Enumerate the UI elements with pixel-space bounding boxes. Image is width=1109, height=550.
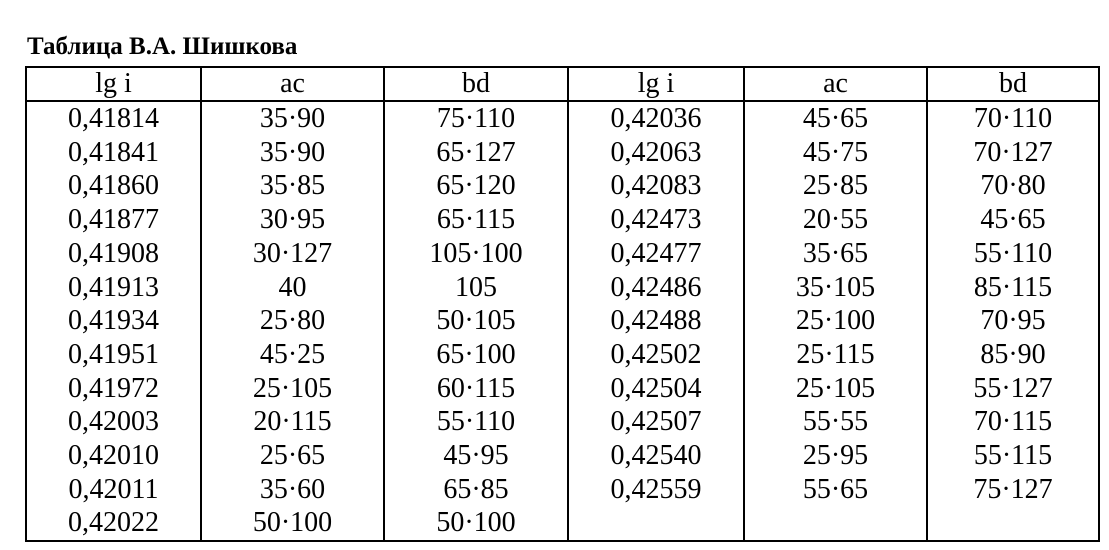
cell-lg-i: 0,41934 [26,304,201,338]
data-table [25,66,1100,542]
cell-lg-i: 0,42063 [568,136,744,170]
cell-bd: 70·95 [927,304,1099,338]
cell-bd: 70·127 [927,136,1099,170]
cell-ac: 25·80 [201,304,384,338]
cell-ac: 25·105 [744,372,927,406]
header-row [26,67,1099,101]
cell-bd: 105 [384,271,568,305]
cell-ac: 35·60 [201,473,384,507]
table-row [26,169,1099,203]
cell-bd: 85·115 [927,271,1099,305]
cell-empty [927,506,1099,541]
cell-empty [744,506,927,541]
header-bd-right: bd [927,67,1099,101]
cell-ac: 25·100 [744,304,927,338]
cell-lg-i: 0,42010 [26,439,201,473]
cell-ac: 55·55 [744,405,927,439]
table-row [26,405,1099,439]
cell-bd: 55·110 [384,405,568,439]
cell-ac: 35·105 [744,271,927,305]
table-row [26,136,1099,170]
header-ac-right: ac [744,67,927,101]
table-row [26,237,1099,271]
cell-bd: 75·127 [927,473,1099,507]
cell-bd: 70·110 [927,101,1099,136]
cell-bd: 45·95 [384,439,568,473]
cell-bd: 60·115 [384,372,568,406]
cell-ac: 25·95 [744,439,927,473]
cell-bd: 85·90 [927,338,1099,372]
cell-bd: 55·115 [927,439,1099,473]
table-body [26,101,1099,541]
table-row [26,372,1099,406]
cell-bd: 70·80 [927,169,1099,203]
cell-lg-i: 0,41877 [26,203,201,237]
cell-bd: 55·127 [927,372,1099,406]
cell-bd: 70·115 [927,405,1099,439]
cell-lg-i: 0,42083 [568,169,744,203]
cell-ac: 25·85 [744,169,927,203]
table-row [26,506,1099,541]
cell-bd: 50·105 [384,304,568,338]
cell-lg-i: 0,41913 [26,271,201,305]
cell-ac: 55·65 [744,473,927,507]
table-row [26,338,1099,372]
cell-bd: 50·100 [384,506,568,541]
cell-ac: 25·115 [744,338,927,372]
cell-lg-i: 0,41908 [26,237,201,271]
cell-bd: 45·65 [927,203,1099,237]
table-row [26,439,1099,473]
cell-lg-i: 0,41972 [26,372,201,406]
cell-lg-i: 0,42507 [568,405,744,439]
cell-lg-i: 0,41951 [26,338,201,372]
cell-lg-i: 0,42559 [568,473,744,507]
header-lg-i-left: lg i [26,67,201,101]
cell-lg-i: 0,41841 [26,136,201,170]
cell-ac: 35·90 [201,101,384,136]
cell-lg-i: 0,42022 [26,506,201,541]
header-ac-left: ac [201,67,384,101]
cell-lg-i: 0,41860 [26,169,201,203]
cell-bd: 105·100 [384,237,568,271]
cell-ac: 40 [201,271,384,305]
cell-lg-i: 0,42473 [568,203,744,237]
cell-ac: 30·127 [201,237,384,271]
table-row [26,271,1099,305]
cell-lg-i: 0,42502 [568,338,744,372]
header-bd-left: bd [384,67,568,101]
cell-empty [568,506,744,541]
cell-ac: 25·65 [201,439,384,473]
cell-lg-i: 0,42003 [26,405,201,439]
cell-lg-i: 0,42540 [568,439,744,473]
cell-bd: 55·110 [927,237,1099,271]
cell-lg-i: 0,42477 [568,237,744,271]
cell-ac: 20·55 [744,203,927,237]
cell-bd: 75·110 [384,101,568,136]
cell-lg-i: 0,42488 [568,304,744,338]
table-row [26,473,1099,507]
cell-ac: 45·25 [201,338,384,372]
cell-lg-i: 0,42504 [568,372,744,406]
cell-ac: 35·85 [201,169,384,203]
cell-bd: 65·127 [384,136,568,170]
table-row [26,203,1099,237]
cell-lg-i: 0,42011 [26,473,201,507]
cell-ac: 45·65 [744,101,927,136]
cell-ac: 35·65 [744,237,927,271]
cell-ac: 35·90 [201,136,384,170]
table-row [26,304,1099,338]
cell-ac: 45·75 [744,136,927,170]
cell-lg-i: 0,41814 [26,101,201,136]
cell-bd: 65·120 [384,169,568,203]
header-lg-i-right: lg i [568,67,744,101]
table-title: Таблица В.А. Шишкова [27,33,298,60]
cell-bd: 65·115 [384,203,568,237]
cell-ac: 30·95 [201,203,384,237]
table-row [26,101,1099,136]
cell-ac: 50·100 [201,506,384,541]
cell-bd: 65·85 [384,473,568,507]
cell-ac: 25·105 [201,372,384,406]
cell-bd: 65·100 [384,338,568,372]
cell-lg-i: 0,42036 [568,101,744,136]
cell-ac: 20·115 [201,405,384,439]
cell-lg-i: 0,42486 [568,271,744,305]
